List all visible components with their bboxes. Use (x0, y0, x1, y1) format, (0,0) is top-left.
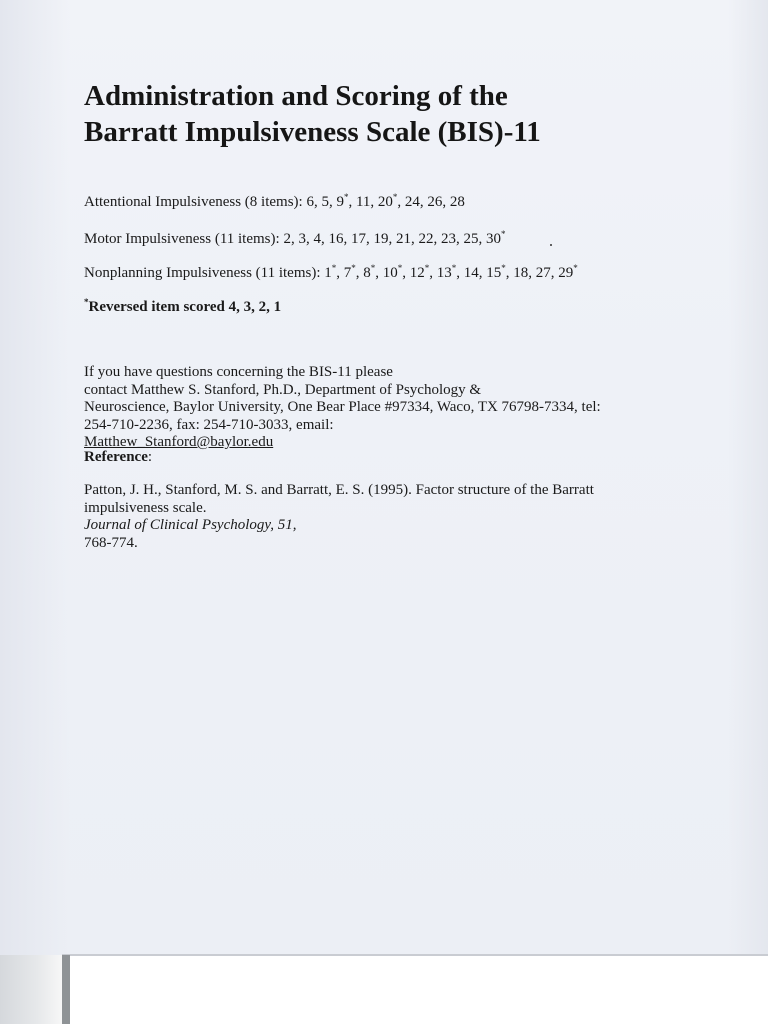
title-line-1: Administration and Scoring of the (84, 80, 508, 112)
citation-pages: 768-774. (84, 534, 138, 551)
item-number: 7 (343, 265, 352, 281)
citation-line-2 (84, 500, 594, 553)
contact-phone-fax: 254-710-2236, fax: 254-710-3033, email: (84, 416, 334, 433)
item-number: 9 (336, 194, 344, 210)
item-number: 13 (436, 265, 452, 281)
reversed-marker: * (343, 192, 349, 202)
nonplanning-subscale-line (84, 264, 578, 282)
reversed-scoring-note (84, 298, 281, 316)
item-number: 20 (377, 194, 393, 210)
item-number: 26 (427, 194, 443, 210)
reversed-marker: * (451, 263, 457, 273)
reference-citation (84, 482, 594, 552)
stray-dot-mark (550, 244, 552, 246)
reversed-marker: * (351, 263, 356, 273)
reference-heading (84, 448, 152, 466)
item-number: 27 (535, 265, 551, 281)
contact-line-4 (84, 417, 601, 452)
scanner-edge-shadow (0, 955, 62, 1024)
item-number: 1 (324, 265, 332, 281)
citation-title-part: impulsiveness scale. (84, 499, 207, 516)
item-number: 28 (449, 194, 465, 210)
item-number: 25 (463, 231, 479, 247)
citation-line-1: Patton, J. H., Stanford, M. S. and Barratt, E. S. (1995). Factor structure of the Barratt (84, 482, 594, 498)
reversed-marker: * (331, 263, 337, 273)
contact-line-3: Neuroscience, Baylor University, One Bear Place #97334, Waco, TX 76798-7334, tel: (84, 399, 601, 415)
item-number: 17 (350, 231, 366, 247)
item-number: 6 (306, 194, 314, 210)
email-link[interactable]: Matthew_Stanford@baylor.edu (84, 434, 274, 450)
item-number: 12 (409, 265, 425, 281)
item-number: 2 (283, 231, 291, 247)
motor-subscale-line (84, 230, 505, 248)
paper-bottom-edge (62, 954, 768, 956)
subscale-items: 1*, 7*, 8*, 10*, 12*, 13*, 14, 15*, 18, 27, 29* (324, 263, 578, 281)
item-number: 18 (513, 265, 529, 281)
reversed-marker: * (397, 263, 403, 273)
left-scan-shadow (0, 0, 70, 955)
item-number: 5 (321, 194, 329, 210)
item-number: 8 (363, 265, 371, 281)
reversed-marker: * (392, 192, 398, 202)
subscale-label: Attentional Impulsiveness (8 items): (84, 194, 307, 210)
reference-heading-colon: : (147, 449, 153, 465)
item-number: 3 (298, 231, 306, 247)
item-number: 19 (373, 231, 389, 247)
subscale-items: 2, 3, 4, 16, 17, 19, 21, 22, 23, 25, 30* (283, 229, 506, 247)
contact-paragraph (84, 364, 601, 452)
page-title (84, 78, 541, 150)
item-number: 21 (395, 231, 411, 247)
item-number: 11 (355, 194, 371, 210)
subscale-label: Nonplanning Impulsiveness (11 items): (84, 265, 325, 281)
subscale-label: Motor Impulsiveness (11 items): (84, 231, 284, 247)
item-number: 14 (463, 265, 479, 281)
scanner-edge-line (62, 955, 70, 1024)
item-number: 22 (418, 231, 434, 247)
attentional-subscale-line (84, 193, 465, 211)
subscale-items: 6, 5, 9*, 11, 20*, 24, 26, 28 (306, 192, 465, 210)
contact-line-1: If you have questions concerning the BIS-11 please (84, 364, 393, 380)
reversed-marker: * (573, 263, 578, 273)
item-number: 23 (440, 231, 456, 247)
item-number: 4 (313, 231, 321, 247)
reversed-marker: * (500, 229, 506, 239)
item-number: 10 (382, 265, 398, 281)
reversed-marker: * (370, 263, 376, 273)
reversed-marker: * (424, 263, 430, 273)
journal-name: Journal of Clinical Psychology, 51, (84, 517, 297, 533)
item-number: 29 (558, 265, 574, 281)
reversed-note-text: Reversed item scored 4, 3, 2, 1 (88, 299, 282, 315)
reversed-marker: * (84, 297, 89, 307)
item-number: 16 (328, 231, 344, 247)
reversed-marker: * (501, 263, 506, 273)
item-number: 15 (486, 265, 502, 281)
title-line-2: Barratt Impulsiveness Scale (BIS)-11 (84, 116, 541, 148)
item-number: 24 (404, 194, 420, 210)
item-number: 30 (485, 231, 501, 247)
contact-line-2: contact Matthew S. Stanford, Ph.D., Department of Psychology & (84, 381, 482, 398)
right-scan-shadow (728, 0, 768, 955)
reference-heading-text: Reference (84, 449, 148, 465)
